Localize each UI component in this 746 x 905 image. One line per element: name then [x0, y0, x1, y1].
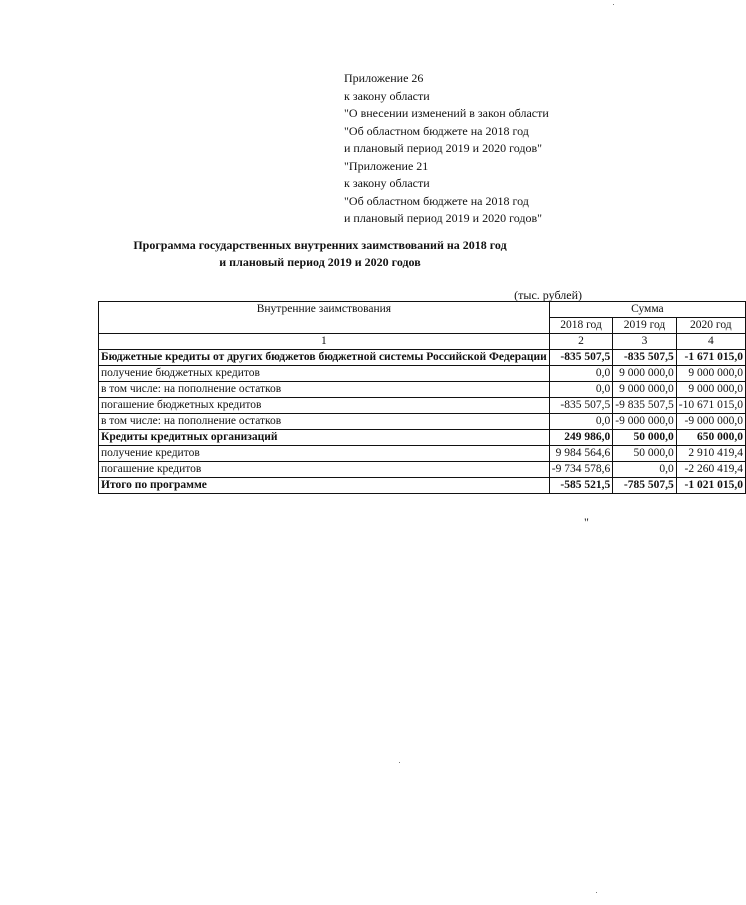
row-value-2019: -9 000 000,0 — [613, 414, 676, 430]
appendix-header — [344, 70, 624, 228]
row-label: Кредиты кредитных организаций — [99, 430, 550, 446]
row-value-2019: 9 000 000,0 — [613, 382, 676, 398]
row-value-2019: 50 000,0 — [613, 430, 676, 446]
header-line: и плановый период 2019 и 2020 годов" — [344, 141, 543, 155]
row-label: Итого по программе — [99, 478, 550, 494]
col-number: 2 — [549, 334, 612, 350]
col-header-borrowings: Внутренние заимствования — [99, 302, 550, 334]
row-value-2018: -585 521,5 — [549, 478, 612, 494]
title-line: и плановый период 2019 и 2020 годов — [219, 255, 421, 269]
scan-speck — [613, 4, 614, 5]
units-label: (тыс. рублей) — [514, 288, 582, 302]
row-value-2020: -1 671 015,0 — [676, 350, 745, 366]
table-row — [99, 478, 746, 494]
table-colnum-row — [99, 334, 746, 350]
col-number: 1 — [99, 334, 550, 350]
row-label: в том числе: на пополнение остатков — [99, 382, 550, 398]
scan-speck — [399, 762, 400, 763]
col-header-sum: Сумма — [549, 302, 745, 318]
header-line: Приложение 26 — [344, 71, 424, 85]
table-row — [99, 398, 746, 414]
col-number: 3 — [613, 334, 676, 350]
table-row — [99, 414, 746, 430]
row-value-2020: 2 910 419,4 — [676, 446, 745, 462]
table-row — [99, 350, 746, 366]
row-value-2018: -835 507,5 — [549, 350, 612, 366]
header-line: "Об областном бюджете на 2018 год — [344, 123, 529, 138]
row-label: Бюджетные кредиты от других бюджетов бюджетной системы Российской Федерации — [99, 350, 550, 366]
row-value-2020: -1 021 015,0 — [676, 478, 745, 494]
row-value-2018: 0,0 — [549, 366, 612, 382]
row-label: получение бюджетных кредитов — [99, 366, 550, 382]
table-row — [99, 430, 746, 446]
table-row — [99, 462, 746, 478]
scan-speck — [596, 892, 597, 893]
row-label: погашение кредитов — [99, 462, 550, 478]
table-row — [99, 446, 746, 462]
header-line: "Об областном бюджете на 2018 год — [344, 193, 529, 208]
col-number: 4 — [676, 334, 745, 350]
row-value-2020: 650 000,0 — [676, 430, 745, 446]
row-value-2019: -835 507,5 — [613, 350, 676, 366]
row-value-2019: -785 507,5 — [613, 478, 676, 494]
borrowings-table — [98, 301, 746, 494]
row-value-2019: 9 000 000,0 — [613, 366, 676, 382]
row-value-2018: 9 984 564,6 — [549, 446, 612, 462]
row-value-2019: 0,0 — [613, 462, 676, 478]
table-row — [99, 382, 746, 398]
header-line: "Приложение 21 — [344, 158, 429, 173]
row-value-2018: 249 986,0 — [549, 430, 612, 446]
header-line: к закону области — [344, 176, 430, 190]
row-label: получение кредитов — [99, 446, 550, 462]
row-value-2018: -9 734 578,6 — [549, 462, 612, 478]
header-line: "О внесении изменений в закон области — [344, 106, 549, 120]
row-value-2020: -9 000 000,0 — [676, 414, 745, 430]
title-line: Программа государственных внутренних заимствований на 2018 год — [133, 238, 507, 252]
row-value-2018: -835 507,5 — [549, 398, 612, 414]
row-value-2019: 50 000,0 — [613, 446, 676, 462]
document-title — [0, 237, 640, 271]
row-label: в том числе: на пополнение остатков — [99, 414, 550, 430]
col-header-year: 2019 год — [613, 318, 676, 334]
row-value-2018: 0,0 — [549, 382, 612, 398]
header-line: и плановый период 2019 и 2020 годов" — [344, 211, 543, 225]
row-value-2019: -9 835 507,5 — [613, 398, 676, 414]
row-value-2020: 9 000 000,0 — [676, 382, 745, 398]
row-value-2018: 0,0 — [549, 414, 612, 430]
row-value-2020: -10 671 015,0 — [676, 398, 745, 414]
header-line: к закону области — [344, 88, 430, 103]
col-header-year: 2020 год — [676, 318, 745, 334]
row-label: погашение бюджетных кредитов — [99, 398, 550, 414]
closing-quote: " — [584, 515, 589, 529]
table-row — [99, 366, 746, 382]
row-value-2020: -2 260 419,4 — [676, 462, 745, 478]
row-value-2020: 9 000 000,0 — [676, 366, 745, 382]
table-header-row — [99, 302, 746, 318]
col-header-year: 2018 год — [549, 318, 612, 334]
